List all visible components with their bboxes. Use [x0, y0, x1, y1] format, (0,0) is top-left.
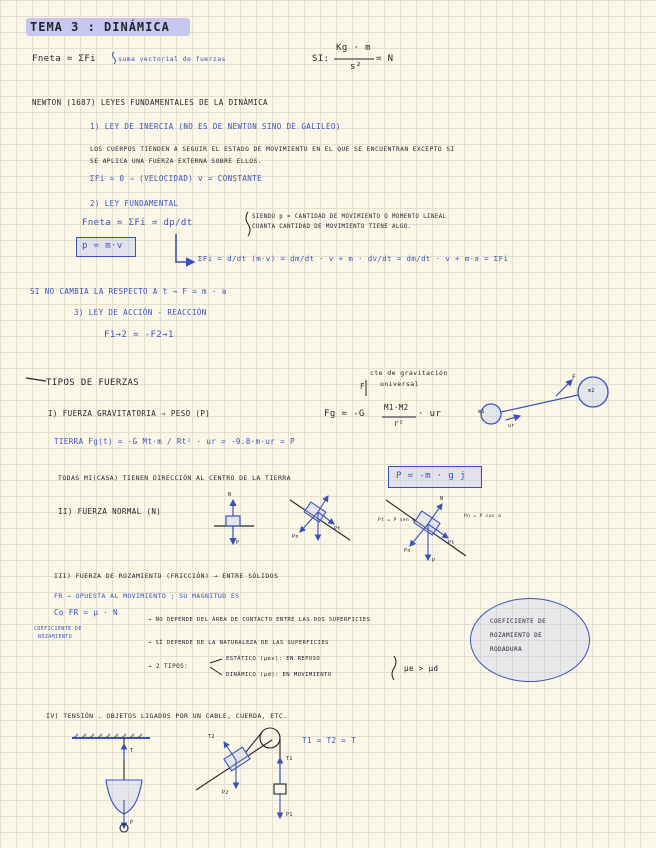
- si-numerator: Kg · m: [336, 43, 371, 53]
- normal-title: II) FUERZA NORMAL (N): [58, 507, 162, 516]
- friction-line: FR → OPUESTA AL MOVIMIENTO ; SU MAGNITUD ES: [54, 592, 240, 600]
- si-equals: = N: [376, 54, 394, 64]
- diagram-label-ur: ur: [508, 423, 515, 429]
- friction-bullet-3: → 2 TIPOS:: [148, 663, 189, 670]
- tension-label-p: P: [130, 820, 134, 826]
- page-title: TEMA 3 : DINÁMICA: [30, 20, 170, 34]
- fneta-brace: [113, 52, 116, 64]
- friction-title: III) FUERZA DE ROZAMIENTO (FRICCIÓN) → ENTRE SÓLIDOS: [54, 572, 279, 580]
- gravity-ur: · ur: [418, 409, 442, 419]
- law2-brace: [246, 212, 250, 236]
- mass-link-line: [501, 395, 578, 412]
- mass-constant-note: SI NO CAMBIA LA RESPECTO A t → F = m · a: [30, 287, 227, 296]
- rolling-coef-line-2: ROZAMIENTO DE: [490, 632, 543, 639]
- incline1-label-pt: Pt: [334, 526, 341, 532]
- fneta-note: suma vectorial de fuerzas: [118, 55, 226, 63]
- law2-equation: Fneta = ΣFi = dp/dt: [82, 218, 193, 228]
- friction-static-arrow: [210, 659, 222, 663]
- tension-label-p1: P1: [286, 812, 293, 818]
- friction-dynamic-arrow: [210, 667, 222, 675]
- normal-label-n: N: [228, 492, 232, 498]
- incline-diagram-1: [290, 496, 350, 540]
- momentum-formula: p = m·v: [82, 241, 123, 251]
- incline2-pn-formula: Pn = P cos α: [464, 514, 502, 519]
- friction-equation: Co FR = μ · N: [54, 608, 118, 617]
- friction-bullet-1: → NO DEPENDE DEL ÁREA DE CONTACTO ENTRE LAS DOS SUPERFICIES: [148, 617, 371, 623]
- law2-title: 2) LEY FUNDAMENTAL: [90, 199, 179, 208]
- law2-derivation: ΣFi = d/dt (m·v) = dm/dt · v + m · dv/dt = dm/dt · v + m·a = ΣFi: [198, 254, 509, 263]
- tension-label-p2: P2: [222, 790, 229, 796]
- friction-relation: μe > μd: [404, 664, 439, 673]
- tension-label-t1: T1: [286, 756, 293, 762]
- fneta-eq: Fneta = ΣFi: [32, 54, 97, 64]
- incline2-label-pn: Pn: [404, 548, 411, 554]
- friction-bullet-2: → SÍ DEPENDE DE LA NATURALEZA DE LAS SUPERFICIES: [148, 640, 329, 646]
- law3-title: 3) LEY DE ACCIÓN - REACCIÓN: [74, 308, 207, 317]
- incline2-label-p: P: [432, 558, 436, 564]
- derivation-arrow: [176, 234, 194, 262]
- rolling-coef-line-1: COEFICIENTE DE: [490, 618, 547, 625]
- two-mass-diagram: [481, 377, 608, 424]
- si-denominator: s²: [350, 62, 362, 72]
- gravity-direction-note: TODAS MI(CASA) TIENEN DIRECCIÓN AL CENTRO DE LA TIERRA: [58, 474, 291, 482]
- incline1-label-pn: Pn: [292, 534, 299, 540]
- si-prefix: SI:: [312, 54, 330, 64]
- law1-title: 1) LEY DE INERCIA (NO ES DE NEWTON SINO DE GALILEO): [90, 122, 341, 131]
- incline-diagram-2: [386, 500, 466, 560]
- gravity-fraction-den: r²: [394, 419, 404, 428]
- diagram-label-m1: m1: [478, 409, 485, 415]
- diagram-label-f: F: [572, 374, 577, 381]
- gravity-title: I) FUERZA GRAVITATORIA ⇒ PESO (P): [48, 409, 211, 418]
- gravity-equation: Fg = -G: [324, 409, 365, 419]
- tension-label-t2: T2: [208, 734, 215, 740]
- law1-text-2: SE APLICA UNA FUERZA EXTERNA SOBRE ELLOS.: [90, 158, 262, 165]
- friction-static: ESTÁTICO (μes): EN REPOSO: [226, 656, 321, 662]
- tension-label-t: T: [130, 748, 134, 754]
- tension-hanging-diagram: [72, 734, 150, 832]
- law3-equation: F1→2 = -F2→1: [104, 330, 174, 340]
- incline2-label-n: N: [440, 496, 444, 502]
- tension-title: IV) TENSIÓN . OBJETOS LIGADOS POR UN CABLE, CUERDA, ETC.: [46, 712, 288, 720]
- gravity-fraction-num: M1·M2: [384, 403, 409, 412]
- types-heading-dash: [26, 378, 46, 381]
- law1-equation: ΣFi = 0 ⇒ (VELOCIDAD) v = CONSTANTE: [90, 174, 263, 183]
- law1-text-1: LOS CUERPOS TIENDEN A SEGUIR EL ESTADO DE MOVIMIENTO EN EL QUE SE ENCUENTRAN EXCEPTO SI: [90, 146, 455, 153]
- law2-note-2: CUANTA CANTIDAD DE MOVIMIENTO TIENE ALGO.: [252, 224, 412, 230]
- normal-flat-diagram: [214, 500, 254, 544]
- grav-constant-note-1: cte de gravitación: [370, 369, 448, 377]
- coef-note-1: COEFICIENTE DE: [34, 626, 82, 632]
- grav-constant-arrow-label: F: [360, 382, 365, 391]
- newton-heading: NEWTON (1687) LEYES FUNDAMENTALES DE LA DINÁMICA: [32, 98, 268, 107]
- weight-formula: P = -m · g j: [396, 471, 466, 481]
- tension-equation: T1 = T2 = T: [302, 736, 357, 745]
- normal-label-p: P: [236, 540, 240, 546]
- diagram-label-m2: m2: [588, 388, 595, 394]
- ur-arrow: [506, 416, 520, 420]
- force-arrow: [556, 380, 572, 396]
- coef-note-2: ROZAMIENTO: [38, 634, 73, 640]
- grav-constant-note-2: universal: [380, 380, 419, 388]
- friction-brace: [392, 656, 396, 680]
- earth-equation: TIERRA Fg(t) = -G Mt·m / Rt² · ur = -9.8·m·ur = P: [54, 437, 295, 446]
- law2-note-1: SIENDO p = CANTIDAD DE MOVIMIENTO O MOMENTO LINEAL: [252, 214, 447, 220]
- types-heading: TIPOS DE FUERZAS: [46, 378, 140, 388]
- rolling-coef-line-3: RODADURA: [490, 646, 523, 653]
- incline2-pt-formula: Pt = P sen α: [378, 518, 416, 523]
- tension-pulley-diagram: [196, 728, 286, 818]
- incline2-label-pt: Pt: [448, 540, 455, 546]
- friction-dynamic: DINÁMICO (μd): EN MOVIMIENTO: [226, 672, 332, 678]
